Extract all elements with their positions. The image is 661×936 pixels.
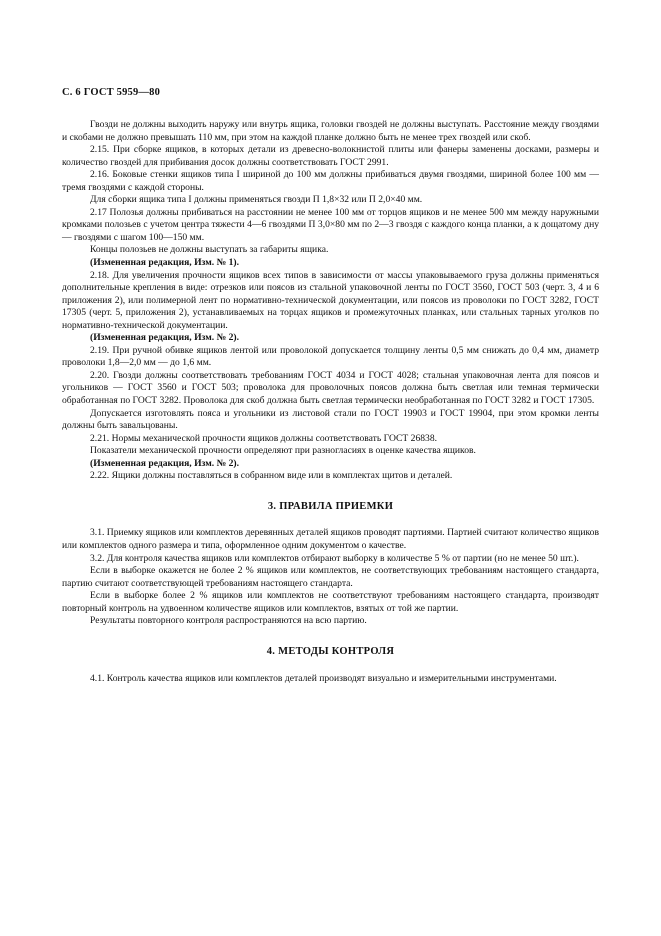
paragraph: Если в выборке окажется не более 2 % ящиков или комплектов, не соответствующих требованиям настоящего стандарта, партию считают соответствующей требованиям настоящего стандарта. [62,565,599,589]
section-heading: 4. МЕТОДЫ КОНТРОЛЯ [266,645,395,657]
paragraph: 2.22. Ящики должны поставляться в собранном виде или в комплектах щитов и деталей. [90,470,453,482]
amendment-note: (Измененная редакция, Изм. № 1). [90,257,240,269]
paragraph: 4.1. Контроль качества ящиков или комплектов деталей производят визуально и измерительными инструментами. [90,673,557,685]
paragraph: Концы полозьев не должны выступать за габариты ящика. [90,244,329,256]
paragraph: 2.17 Полозья должны прибиваться на расстоянии не менее 100 мм от торцов ящиков и не менее 500 мм между наружными кромками полозьев с учетом центра тяжести 4—6 гвоздями П 3,0×80 мм по 2—3 гвоздя с каждого конца планки, а к дощатому дну — гвоздями с шагом 100—150 мм. [62,206,599,243]
paragraph: 3.2. Для контроля качества ящиков или комплектов отбирают выборку в количестве 5 % от партии (но не менее 50 шт.). [90,552,579,564]
amendment-note: (Измененная редакция, Изм. № 2). [90,457,240,469]
paragraph: Результаты повторного контроля распространяются на всю партию. [90,615,367,627]
paragraph: 3.1. Приемку ящиков или комплектов деревянных деталей ящиков проводят партиями. Партией считают количество ящиков или комплектов одного размера и типа, оформленное одним документом о качестве. [62,527,599,551]
page-header: С. 6 ГОСТ 5959—80 [62,87,161,98]
paragraph: Допускается изготовлять пояса и угольники из листовой стали по ГОСТ 19903 и ГОСТ 19904, при этом кромки ленты должны быть завальцованы. [62,407,599,432]
paragraph: 2.16. Боковые стенки ящиков типа I шириной до 100 мм должны прибиваться двумя гвоздями, шириной более 100 мм — тремя гвоздями с каждой стороны. [62,169,599,193]
paragraph: Гвозди не должны выходить наружу или внутрь ящика, головки гвоздей не должны выступать. Расстояние между гвоздями и скобами не должно превышать 110 мм, при этом на каждой планке должно быть не менее трех гвоздей или скоб. [62,119,599,143]
paragraph: 2.18. Для увеличения прочности ящиков всех типов в зависимости от массы упаковываемого груза должны применяться дополнительные крепления в виде: отрезков или поясов из стальной упаковочной ленты по ГОСТ 3560, ГОСТ 503 (черт. 3, 4 и 6 приложения 2), или полимерной лент по нормативно-технической документации, или поясов из проволоки по ГОСТ 3282, ГОСТ 17305 (черт. 5, приложения 2), устанавливаемых на торцах ящиков и промежуточных планках, или стальных тарных уголков по нормативно-технической документации. [62,269,599,331]
paragraph: Показатели механической прочности определяют при разногласиях в оценке качества ящиков. [90,445,476,457]
section-heading: 3. ПРАВИЛА ПРИЕМКИ [267,500,394,512]
document-body [62,119,599,686]
paragraph: 2.15. При сборке ящиков, в которых детали из древесно-волокнистой плиты или фанеры заменены досками, размеры и количество гвоздей для прибивания досок должны соответствовать ГОСТ 2991. [62,144,599,168]
paragraph: 2.20. Гвозди должны соответствовать требованиям ГОСТ 4034 и ГОСТ 4028; стальная упаковочная лента для поясов и угольников — ГОСТ 3560 и ГОСТ 503; проволока для проволочных поясов должна быть светлая или темная термически обработанная по ГОСТ 3282. Проволока для скоб должна быть светлая термически необработанная по ГОСТ 3282 и ГОСТ 17305. [62,369,599,407]
paragraph: 2.19. При ручной обивке ящиков лентой или проволокой допускается толщину ленты 0,5 мм снижать до 0,4 мм, диаметр проволоки 1,8—2,0 мм — до 1,6 мм. [62,344,599,369]
paragraph: 2.21. Нормы механической прочности ящиков должны соответствовать ГОСТ 26838. [90,432,438,444]
amendment-note: (Измененная редакция, Изм. № 2). [90,332,240,344]
paragraph: Для сборки ящика типа I должны применяться гвозди П 1,8×32 или П 2,0×40 мм. [90,194,423,206]
paragraph: Если в выборке более 2 % ящиков или комплектов не соответствуют требованиям настоящего стандарта, производят повторный контроль на удвоенном количестве ящиков или комплектов, взятых от той же партии. [62,590,599,614]
